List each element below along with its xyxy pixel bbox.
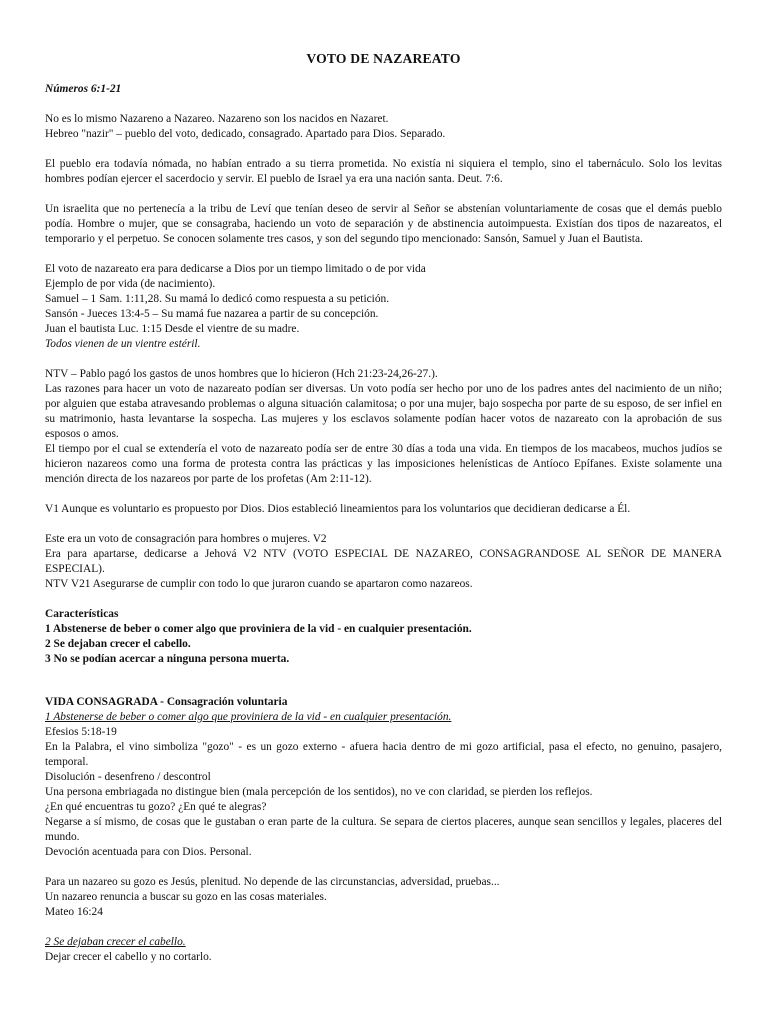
paragraph-israelita: Un israelita que no pertenecía a la tribu de Leví que tenían deseo de servir al Señor se abstenían voluntariamente de cosas que el demás pueblo podía. Hombre o mujer, que se consagraba, haciendo un voto de separación y de abstinencia autoimpuesta. Existían dos tipos de nazareatos, el temporario y el perpetuo. Se conocen solamente tres casos, y son del segundo tipo mencionado: Sansón, Samuel y Juan el Bautista. [45, 203, 722, 245]
gozo-line-1: Para un nazareo su gozo es Jesús, plenitud. No depende de las circunstancias, adversidad, pruebas... [45, 876, 500, 888]
vida-embriagada: Una persona embriagada no distingue bien (mala percepción de los sentidos), no ve con claridad, se pierden los reflejos. [45, 786, 593, 798]
paragraph-voto-line-5: Juan el bautista Luc. 1:15 Desde el vientre de su madre. [45, 323, 300, 335]
paragraph-voto-line-1: El voto de nazareato era para dedicarse a Dios por un tiempo limitado o de por vida [45, 263, 426, 275]
paragraph-ntv-pablo: NTV – Pablo pagó los gastos de unos hombres que lo hicieron (Hch 21:23-24,26-27.). [45, 368, 438, 380]
vida-pregunta: ¿En qué encuentras tu gozo? ¿En qué te alegras? [45, 801, 267, 813]
vida-negarse: Negarse a sí mismo, de cosas que le gustaban o eran parte de la cultura. Se separa de ciertos placeres, aunque sean sencillos y legales, placeres del mundo. [45, 816, 722, 843]
vida-consagrada-heading: VIDA CONSAGRADA - Consagración voluntaria [45, 696, 288, 708]
vida-devocion: Devoción acentuada para con Dios. Personal. [45, 846, 252, 858]
paragraph-intro-2: Hebreo "nazir" – pueblo del voto, dedicado, consagrado. Apartado para Dios. Separado. [45, 128, 446, 140]
scripture-reference: Números 6:1-21 [45, 83, 122, 95]
last-line: Dejar crecer el cabello y no cortarlo. [45, 951, 212, 963]
paragraph-voto-italic: Todos vienen de un vientre estéril. [45, 338, 201, 350]
caracteristica-item-3: 3 No se podían acercar a ninguna persona muerta. [45, 653, 290, 665]
caracteristica-item-2: 2 Se dejaban crecer el cabello. [45, 638, 191, 650]
paragraph-razones: Las razones para hacer un voto de nazareato podían ser diversas. Un voto podía ser hecho por uno de los padres antes del nacimiento de un niño; por alguien que estaba atravesando problemas o alguna situación calamitosa; o por una mujer, bajo sospecha por parte de su esposo, de ser infiel en su matrimonio, hasta levantarse la sospecha. Las mujeres y los esclavos solamente podían hacer votos de nazareato con la aprobación de sus esposos o amos. [45, 383, 722, 440]
paragraph-voto-line-4: Sansón - Jueces 13:4-5 – Su mamá fue nazarea a partir de su concepción. [45, 308, 379, 320]
caracteristica-item-1: 1 Abstenerse de beber o comer algo que proviniera de la vid - en cualquier presentación. [45, 623, 472, 635]
paragraph-voto-line-3: Samuel – 1 Sam. 1:11,28. Su mamá lo dedicó como respuesta a su petición. [45, 293, 390, 305]
vida-efesios: Efesios 5:18-19 [45, 726, 117, 738]
paragraph-pueblo: El pueblo era todavía nómada, no habían entrado a su tierra prometida. No existía ni siquiera el templo, sino el tabernáculo. Solo los levitas hombres podían ejercer el sacerdocio y servir. El pueblo de Israel ya era una nación santa. Deut. 7:6. [45, 158, 722, 185]
vida-subheading-1: 1 Abstenerse de beber o comer algo que proviniera de la vid - en cualquier presentación. [45, 711, 452, 723]
paragraph-consagracion-1: Este era un voto de consagración para hombres o mujeres. V2 [45, 533, 327, 545]
paragraph-voto-line-2: Ejemplo de por vida (de nacimiento). [45, 278, 216, 290]
gozo-line-3: Mateo 16:24 [45, 906, 103, 918]
paragraph-tiempo: El tiempo por el cual se extendería el voto de nazareato podía ser de entre 30 días a toda una vida. En tiempos de los macabeos, muchos judíos se hicieron nazareos como una forma de protesta contra las prácticas y las imposiciones helenísticas de Antíoco Epífanes. Existe solamente una mención directa de los nazareos por parte de los profetas (Am 2:11-12). [45, 443, 722, 485]
caracteristicas-heading: Características [45, 608, 119, 620]
document-title: VOTO DE NAZAREATO [306, 51, 461, 66]
paragraph-v1: V1 Aunque es voluntario es propuesto por Dios. Dios estableció lineamientos para los voluntarios que decidieran dedicarse a Él. [45, 503, 631, 515]
paragraph-consagracion-3: NTV V21 Asegurarse de cumplir con todo lo que juraron cuando se apartaron como nazareos. [45, 578, 473, 590]
vida-subheading-2: 2 Se dejaban crecer el cabello. [45, 936, 186, 948]
document-body [45, 50, 722, 965]
gozo-line-2: Un nazareo renuncia a buscar su gozo en las cosas materiales. [45, 891, 327, 903]
vida-disolucion: Disolución - desenfreno / descontrol [45, 771, 211, 783]
paragraph-consagracion-2: Era para apartarse, dedicarse a Jehová V2 NTV (VOTO ESPECIAL DE NAZAREO, CONSAGRANDOSE AL SEÑOR DE MANERA ESPECIAL). [45, 548, 722, 575]
vida-palabra: En la Palabra, el vino simboliza "gozo" - es un gozo externo - afuera hacia dentro de mi gozo artificial, pasa el efecto, no genuino, pasajero, temporal. [45, 741, 722, 768]
paragraph-intro-1: No es lo mismo Nazareno a Nazareo. Nazareno son los nacidos en Nazaret. [45, 113, 389, 125]
